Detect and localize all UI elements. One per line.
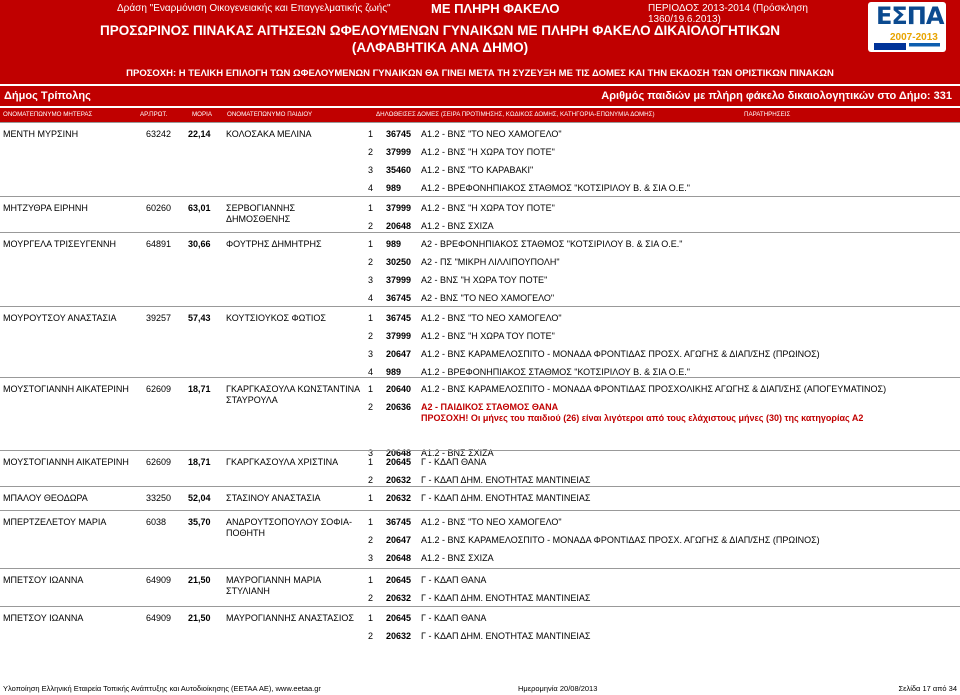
protocol-number: 64909 bbox=[146, 575, 172, 585]
structure-code: 20645 bbox=[386, 575, 412, 585]
structure-description-text: Α1.2 - ΒΡΕΦΟΝΗΠΙΑΚΟΣ ΣΤΑΘΜΟΣ "ΚΟΤΣΙΡΙΛΟΥ Β. & ΣΙΑ Ο.Ε." bbox=[421, 183, 690, 193]
mother-name: ΜΟΥΡΟΥΤΣΟΥ ΑΝΑΣΤΑΣΙΑ bbox=[3, 313, 117, 323]
document-subtitle: (ΑΛΦΑΒΗΤΙΚΑ ΑΝΑ ΔΗΜΟ) bbox=[351, 40, 529, 55]
table-row bbox=[0, 196, 960, 231]
structure-code: 36745 bbox=[386, 313, 412, 323]
preference-rank: 2 bbox=[368, 535, 374, 545]
preference-rank: 2 bbox=[368, 475, 374, 485]
preference-rank: 1 bbox=[368, 384, 374, 394]
col-score: ΜΟΡΙΑ bbox=[192, 111, 212, 118]
structure-code: 20632 bbox=[386, 475, 412, 485]
structure-description-text: Α1.2 - ΒΝΣ ΣΧΙΖΑ bbox=[421, 448, 494, 458]
flags-icon bbox=[874, 43, 940, 50]
table-row bbox=[0, 606, 960, 641]
child-name: ΜΑΥΡΟΓΙΑΝΝΗΣ ΑΝΑΣΤΑΣΙΟΣ bbox=[226, 613, 354, 623]
structure-description bbox=[421, 183, 931, 194]
structure-code: 989 bbox=[386, 367, 402, 377]
preference-rank: 1 bbox=[368, 129, 374, 139]
mother-name: ΜΠΕΤΣΟΥ ΙΩΑΝΝΑ bbox=[3, 575, 84, 585]
structure-code: 35460 bbox=[386, 165, 412, 175]
col-child: ΟΝΟΜΑΤΕΠΩΝΥΜΟ ΠΑΙΔΙΟΥ bbox=[227, 111, 313, 118]
protocol-number: 63242 bbox=[146, 129, 172, 139]
program-name: Δράση "Εναρμόνιση Οικογενειακής και Επαγγελματικής ζωής" bbox=[117, 3, 391, 14]
structure-description-text: Α1.2 - ΒΝΣ "ΤΟ ΝΕΟ ΧΑΜΟΓΕΛΟ" bbox=[421, 313, 562, 323]
preference-rank: 1 bbox=[368, 493, 374, 503]
structure-description-text: Γ - ΚΔΑΠ ΘΑΝΑ bbox=[421, 575, 487, 585]
mother-name: ΜΕΝΤΗ ΜΥΡΣΙΝΗ bbox=[3, 129, 79, 139]
structure-description-text: Α1.2 - ΒΝΣ "Η ΧΩΡΑ ΤΟΥ ΠΟΤΕ" bbox=[421, 203, 555, 213]
column-header-row bbox=[0, 108, 960, 122]
score-value: 18,71 bbox=[188, 457, 211, 467]
preference-rank: 2 bbox=[368, 402, 374, 412]
structure-code: 20632 bbox=[386, 593, 412, 603]
preference-rank: 3 bbox=[368, 275, 374, 285]
file-type-label: ΜΕ ΠΛΗΡΗ ΦΑΚΕΛΟ bbox=[431, 1, 560, 16]
structure-description-text: Γ - ΚΔΑΠ ΘΑΝΑ bbox=[421, 613, 487, 623]
structure-code: 37999 bbox=[386, 275, 412, 285]
structure-description bbox=[421, 457, 931, 468]
preference-rank: 1 bbox=[368, 457, 374, 467]
preference-rank: 3 bbox=[368, 553, 374, 563]
structure-code: 20648 bbox=[386, 553, 412, 563]
protocol-number: 33250 bbox=[146, 493, 172, 503]
preference-rank: 4 bbox=[368, 293, 374, 303]
child-name: ΦΟΥΤΡΗΣ ΔΗΜΗΤΡΗΣ bbox=[226, 239, 322, 249]
structure-description-text: Α2 - ΒΝΣ "ΤΟ ΝΕΟ ΧΑΜΟΓΕΛΟ" bbox=[421, 293, 555, 303]
structure-code: 989 bbox=[386, 183, 402, 193]
page-header bbox=[0, 0, 960, 66]
child-name: ΣΤΑΣΙΝΟΥ ΑΝΑΣΤΑΣΙΑ bbox=[226, 493, 321, 503]
structure-description bbox=[421, 402, 931, 424]
page-footer bbox=[0, 684, 960, 695]
child-name: ΣΕΡΒΟΓΙΑΝΝΗΣ ΔΗΜΟΣΘΕΝΗΣ bbox=[226, 203, 296, 224]
structure-description bbox=[421, 239, 931, 250]
logo-years: 2007-2013 bbox=[890, 32, 938, 43]
structure-code: 20648 bbox=[386, 448, 412, 458]
logo-wordmark: ΕΣΠΑ bbox=[876, 2, 944, 30]
structure-description-text: Γ - ΚΔΑΠ ΔΗΜ. ΕΝΟΤΗΤΑΣ ΜΑΝΤΙΝΕΙΑΣ bbox=[421, 475, 591, 485]
structure-code: 36745 bbox=[386, 293, 412, 303]
mother-name: ΜΟΥΡΓΕΛΑ ΤΡΙΣΕΥΓΕΝΝΗ bbox=[3, 239, 117, 249]
footer-page-number: Σελίδα 17 από 34 bbox=[898, 684, 957, 693]
document-title: ΠΡΟΣΩΡΙΝΟΣ ΠΙΝΑΚΑΣ ΑΙΤΗΣΕΩΝ ΩΦΕΛΟΥΜΕΝΩΝ ΓΥΝΑΙΚΩΝ ΜΕ ΠΛΗΡΗ ΦΑΚΕΛΟ ΔΙΚΑΙΟΛΟΓΗΤΙΚΩΝ bbox=[99, 23, 781, 38]
footer-implementer: Υλοποίηση Ελληνική Εταιρεία Τοπικής Ανάπτυξης και Αυτοδιοίκησης (ΕΕΤΑΑ ΑΕ), www.eetaa.gr bbox=[3, 684, 321, 693]
structure-description bbox=[421, 221, 931, 232]
protocol-number: 6038 bbox=[146, 517, 167, 527]
preference-rank: 4 bbox=[368, 183, 374, 193]
mother-name: ΜΟΥΣΤΟΓΙΑΝΝΗ ΑΙΚΑΤΕΡΙΝΗ bbox=[3, 384, 129, 394]
structure-description bbox=[421, 313, 931, 324]
structure-description-text: Α1.2 - ΒΝΣ ΚΑΡΑΜΕΛΟΣΠΙΤΟ - ΜΟΝΑΔΑ ΦΡΟΝΤΙΔΑΣ ΠΡΟΣΧ. ΑΓΩΓΗΣ & ΔΙΑΠ/ΣΗΣ (ΠΡΩΙΝΟΣ) bbox=[421, 349, 820, 359]
col-remarks: ΠΑΡΑΤΗΡΗΣΕΙΣ bbox=[744, 111, 791, 118]
protocol-number: 62609 bbox=[146, 457, 172, 467]
preference-rank: 3 bbox=[368, 349, 374, 359]
table-row bbox=[0, 377, 960, 458]
structure-description bbox=[421, 631, 931, 642]
structure-description-text: Α1.2 - ΒΝΣ "Η ΧΩΡΑ ΤΟΥ ΠΟΤΕ" bbox=[421, 331, 555, 341]
score-value: 30,66 bbox=[188, 239, 211, 249]
mother-name: ΜΠΑΛΟΥ ΘΕΟΔΩΡΑ bbox=[3, 493, 88, 503]
structure-code: 20647 bbox=[386, 535, 412, 545]
structure-code: 20645 bbox=[386, 613, 412, 623]
municipality-bar bbox=[0, 86, 960, 106]
structure-description bbox=[421, 475, 931, 486]
structure-description bbox=[421, 147, 931, 158]
score-value: 35,70 bbox=[188, 517, 211, 527]
preference-rank: 2 bbox=[368, 331, 374, 341]
structure-description-text: Γ - ΚΔΑΠ ΔΗΜ. ΕΝΟΤΗΤΑΣ ΜΑΝΤΙΝΕΙΑΣ bbox=[421, 493, 591, 503]
structure-description-text: Α2 - ΠΑΙΔΙΚΟΣ ΣΤΑΘΜΟΣ ΘΑΝΑ bbox=[421, 402, 559, 412]
preference-rank: 2 bbox=[368, 221, 374, 231]
structure-description-text: Γ - ΚΔΑΠ ΔΗΜ. ΕΝΟΤΗΤΑΣ ΜΑΝΤΙΝΕΙΑΣ bbox=[421, 593, 591, 603]
greek-flag-icon bbox=[909, 43, 941, 50]
structure-description-text: Α1.2 - ΒΝΣ "ΤΟ ΚΑΡΑΒΑΚΙ" bbox=[421, 165, 534, 175]
structure-code: 20647 bbox=[386, 349, 412, 359]
preference-rank: 1 bbox=[368, 517, 374, 527]
col-mother: ΟΝΟΜΑΤΕΠΩΝΥΜΟ ΜΗΤΕΡΑΣ bbox=[3, 111, 93, 118]
mother-name: ΜΠΕΤΣΟΥ ΙΩΑΝΝΑ bbox=[3, 613, 84, 623]
structure-description bbox=[421, 203, 931, 214]
structure-description-text: Α1.2 - ΒΝΣ "ΤΟ ΝΕΟ ΧΑΜΟΓΕΛΟ" bbox=[421, 129, 562, 139]
structure-description bbox=[421, 593, 931, 604]
structure-code: 20636 bbox=[386, 402, 412, 412]
child-name: ΓΚΑΡΓΚΑΣΟΥΛΑ ΚΩΝΣΤΑΝΤΙΝΑ ΣΤΑΥΡΟΥΛΑ bbox=[226, 384, 360, 405]
structure-description-text: Α2 - ΒΝΣ "Η ΧΩΡΑ ΤΟΥ ΠΟΤΕ" bbox=[421, 275, 548, 285]
table-row bbox=[0, 568, 960, 603]
structure-code: 20648 bbox=[386, 221, 412, 231]
children-count: Αριθμός παιδιών με πλήρη φάκελο δικαιολογητικών στο Δήμο: 331 bbox=[601, 90, 952, 102]
table-row bbox=[0, 510, 960, 563]
table-row bbox=[0, 122, 960, 193]
preference-rank: 2 bbox=[368, 147, 374, 157]
col-protocol: ΑΡ.ΠΡΩΤ. bbox=[140, 111, 168, 118]
structure-description bbox=[421, 129, 931, 140]
structure-description-text: Α1.2 - ΒΝΣ "Η ΧΩΡΑ ΤΟΥ ΠΟΤΕ" bbox=[421, 147, 555, 157]
structure-description bbox=[421, 275, 931, 286]
preference-rank: 3 bbox=[368, 165, 374, 175]
score-value: 22,14 bbox=[188, 129, 211, 139]
structure-description-text: Γ - ΚΔΑΠ ΘΑΝΑ bbox=[421, 457, 487, 467]
structure-description bbox=[421, 257, 931, 268]
child-name: ΜΑΥΡΟΓΙΑΝΝΗ ΜΑΡΙΑ ΣΤΥΛΙΑΝΗ bbox=[226, 575, 321, 596]
age-warning: ΠΡΟΣΟΧΗ! Οι μήνες του παιδιού (26) είναι λιγότεροι από τους ελάχιστους μήνες (30) της κατηγορίας Α2 bbox=[421, 413, 864, 423]
structure-description bbox=[421, 517, 931, 528]
structure-description-text: Α1.2 - ΒΝΣ ΣΧΙΖΑ bbox=[421, 553, 494, 563]
col-structures: ΔΗΛΩΘΕΙΣΕΣ ΔΟΜΕΣ (ΣΕΙΡΑ ΠΡΟΤΙΜΗΣΗΣ, ΚΩΔΙΚΟΣ ΔΟΜΗΣ, ΚΑΤΗΓΟΡΙΑ-ΕΠΩΝΥΜΙΑ ΔΟΜΗΣ) bbox=[376, 111, 655, 118]
table-row bbox=[0, 306, 960, 377]
structure-description-text: Γ - ΚΔΑΠ ΔΗΜ. ΕΝΟΤΗΤΑΣ ΜΑΝΤΙΝΕΙΑΣ bbox=[421, 631, 591, 641]
child-name: ΓΚΑΡΓΚΑΣΟΥΛΑ ΧΡΙΣΤΙΝΑ bbox=[226, 457, 339, 467]
selection-notice: ΠΡΟΣΟΧΗ: Η ΤΕΛΙΚΗ ΕΠΙΛΟΓΗ ΤΩΝ ΩΦΕΛΟΥΜΕΝΩΝ ΓΥΝΑΙΚΩΝ ΘΑ ΓΙΝΕΙ ΜΕΤΑ ΤΗ ΣΥΖΕΥΞΗ ΜΕ ΤΙΣ ΔΟΜΕΣ ΚΑΙ ΤΗΝ ΕΚΔΟΣΗ ΤΩΝ ΟΡΙΣΤΙΚΩΝ ΠΙΝΑΚΩΝ bbox=[0, 66, 960, 84]
preference-rank: 3 bbox=[368, 448, 374, 458]
structure-description-text: Α1.2 - ΒΝΣ ΣΧΙΖΑ bbox=[421, 221, 494, 231]
structure-code: 30250 bbox=[386, 257, 412, 267]
score-value: 21,50 bbox=[188, 613, 211, 623]
score-value: 63,01 bbox=[188, 203, 211, 213]
structure-description bbox=[421, 493, 931, 504]
protocol-number: 39257 bbox=[146, 313, 172, 323]
structure-description-text: Α2 - ΒΡΕΦΟΝΗΠΙΑΚΟΣ ΣΤΑΘΜΟΣ "ΚΟΤΣΙΡΙΛΟΥ Β. & ΣΙΑ Ο.Ε." bbox=[421, 239, 683, 249]
period-label: ΠΕΡΙΟΔΟΣ 2013-2014 (Πρόσκληση 1360/19.6.2013) bbox=[648, 3, 808, 25]
score-value: 57,43 bbox=[188, 313, 211, 323]
structure-description bbox=[421, 535, 931, 546]
table-row bbox=[0, 486, 960, 503]
structure-code: 36745 bbox=[386, 517, 412, 527]
structure-description bbox=[421, 349, 931, 360]
protocol-number: 62609 bbox=[146, 384, 172, 394]
preference-rank: 1 bbox=[368, 239, 374, 249]
mother-name: ΜΠΕΡΤΖΕΛΕΤΟΥ ΜΑΡΙΑ bbox=[3, 517, 107, 527]
structure-code: 20632 bbox=[386, 631, 412, 641]
structure-code: 37999 bbox=[386, 147, 412, 157]
structure-description bbox=[421, 553, 931, 564]
protocol-number: 60260 bbox=[146, 203, 172, 213]
eu-flag-icon bbox=[874, 43, 906, 50]
structure-description bbox=[421, 331, 931, 342]
structure-description bbox=[421, 613, 931, 624]
mother-name: ΜΟΥΣΤΟΓΙΑΝΝΗ ΑΙΚΑΤΕΡΙΝΗ bbox=[3, 457, 129, 467]
structure-description bbox=[421, 575, 931, 586]
structure-code: 37999 bbox=[386, 203, 412, 213]
structure-code: 36745 bbox=[386, 129, 412, 139]
structure-description-text: Α2 - ΠΣ "ΜΙΚΡΗ ΛΙΛΛΙΠΟΥΠΟΛΗ" bbox=[421, 257, 560, 267]
structure-code: 20640 bbox=[386, 384, 412, 394]
structure-description-text: Α1.2 - ΒΡΕΦΟΝΗΠΙΑΚΟΣ ΣΤΑΘΜΟΣ "ΚΟΤΣΙΡΙΛΟΥ Β. & ΣΙΑ Ο.Ε." bbox=[421, 367, 690, 377]
structure-description bbox=[421, 384, 931, 395]
protocol-number: 64909 bbox=[146, 613, 172, 623]
preference-rank: 2 bbox=[368, 593, 374, 603]
child-name: ΚΟΛΟΣΑΚΑ ΜΕΛΙΝΑ bbox=[226, 129, 312, 139]
structure-code: 989 bbox=[386, 239, 402, 249]
municipality-name: Δήμος Τρίπολης bbox=[4, 90, 91, 102]
preference-rank: 2 bbox=[368, 257, 374, 267]
structure-description-text: Α1.2 - ΒΝΣ ΚΑΡΑΜΕΛΟΣΠΙΤΟ - ΜΟΝΑΔΑ ΦΡΟΝΤΙΔΑΣ ΠΡΟΣΧ. ΑΓΩΓΗΣ & ΔΙΑΠ/ΣΗΣ (ΠΡΩΙΝΟΣ) bbox=[421, 535, 820, 545]
structure-description-text: Α1.2 - ΒΝΣ "ΤΟ ΝΕΟ ΧΑΜΟΓΕΛΟ" bbox=[421, 517, 562, 527]
structure-description-text: Α1.2 - ΒΝΣ ΚΑΡΑΜΕΛΟΣΠΙΤΟ - ΜΟΝΑΔΑ ΦΡΟΝΤΙΔΑΣ ΠΡΟΣΧΟΛΙΚΗΣ ΑΓΩΓΗΣ & ΔΙΑΠ/ΣΗΣ (ΑΠΟΓΕΥΜΑΤΙΝΟΣ) bbox=[421, 384, 887, 394]
mother-name: ΜΗΤΖΥΘΡΑ ΕΙΡΗΝΗ bbox=[3, 203, 88, 213]
structure-description bbox=[421, 293, 931, 304]
table-row bbox=[0, 232, 960, 303]
child-name: ΑΝΔΡΟΥΤΣΟΠΟΥΛΟΥ ΣΟΦΙΑ-ΠΟΘΗΤΗ bbox=[226, 517, 352, 538]
structure-code: 37999 bbox=[386, 331, 412, 341]
structure-description bbox=[421, 165, 931, 176]
structure-code: 20645 bbox=[386, 457, 412, 467]
child-name: ΚΟΥΤΣΙΟΥΚΟΣ ΦΩΤΙΟΣ bbox=[226, 313, 326, 323]
structure-code: 20632 bbox=[386, 493, 412, 503]
score-value: 21,50 bbox=[188, 575, 211, 585]
protocol-number: 64891 bbox=[146, 239, 172, 249]
preference-rank: 1 bbox=[368, 575, 374, 585]
preference-rank: 4 bbox=[368, 367, 374, 377]
espa-logo bbox=[868, 2, 946, 52]
preference-rank: 1 bbox=[368, 203, 374, 213]
footer-date: Ημερομηνία 20/08/2013 bbox=[518, 684, 598, 693]
score-value: 18,71 bbox=[188, 384, 211, 394]
preference-rank: 1 bbox=[368, 613, 374, 623]
preference-rank: 2 bbox=[368, 631, 374, 641]
preference-rank: 1 bbox=[368, 313, 374, 323]
score-value: 52,04 bbox=[188, 493, 211, 503]
